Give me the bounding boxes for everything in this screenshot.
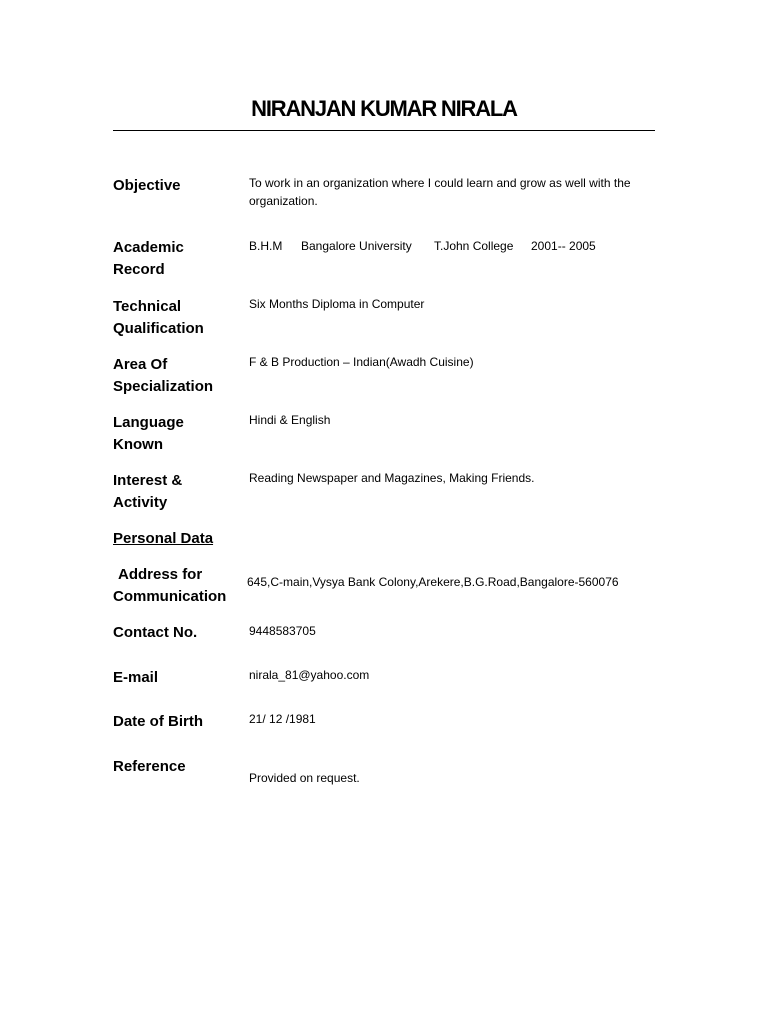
specialization-label-line1: Area Of bbox=[113, 356, 168, 373]
address-label-line2: Communication bbox=[113, 588, 227, 605]
contact-text: 9448583705 bbox=[249, 624, 316, 638]
specialization-label bbox=[113, 354, 243, 398]
address-label bbox=[113, 564, 253, 608]
objective-label: Objective bbox=[113, 177, 181, 194]
address-label-line1: Address for bbox=[118, 566, 203, 583]
reference-label: Reference bbox=[113, 758, 186, 775]
academic-college: T.John College bbox=[434, 239, 514, 253]
technical-label-line1: Technical bbox=[113, 298, 182, 315]
email-label: E-mail bbox=[113, 669, 159, 686]
reference-text: Provided on request. bbox=[249, 771, 360, 785]
interest-label-line2: Activity bbox=[113, 494, 168, 511]
language-text: Hindi & English bbox=[249, 413, 331, 427]
personal-data-heading bbox=[113, 528, 243, 550]
technical-label-line2: Qualification bbox=[113, 320, 204, 337]
academic-label-line1: Academic bbox=[113, 239, 184, 256]
specialization-label-line2: Specialization bbox=[113, 378, 214, 395]
technical-text: Six Months Diploma in Computer bbox=[249, 297, 425, 311]
dob-label: Date of Birth bbox=[113, 713, 203, 730]
address-text: 645,C-main,Vysya Bank Colony,Arekere,B.G.Road,Bangalore-560076 bbox=[247, 575, 619, 589]
resume-name: NIRANJAN KUMAR NIRALA bbox=[251, 96, 517, 121]
title-divider bbox=[113, 130, 655, 131]
academic-university: Bangalore University bbox=[301, 239, 412, 253]
interest-label-line1: Interest & bbox=[113, 472, 183, 489]
language-label bbox=[113, 412, 243, 456]
academic-record bbox=[249, 237, 659, 255]
language-label-line1: Language bbox=[113, 414, 184, 431]
technical-label bbox=[113, 296, 243, 340]
email-text: nirala_81@yahoo.com bbox=[249, 668, 370, 682]
academic-years: 2001-- 2005 bbox=[531, 239, 596, 253]
academic-label-line2: Record bbox=[113, 261, 165, 278]
language-label-line2: Known bbox=[113, 436, 163, 453]
dob-text: 21/ 12 /1981 bbox=[249, 712, 316, 726]
personal-data-heading-text: Personal Data bbox=[113, 530, 214, 547]
contact-label: Contact No. bbox=[113, 624, 198, 641]
specialization-text: F & B Production – Indian(Awadh Cuisine) bbox=[249, 355, 474, 369]
interest-text: Reading Newspaper and Magazines, Making Friends. bbox=[249, 471, 535, 485]
academic-degree: B.H.M bbox=[249, 239, 283, 253]
academic-label bbox=[113, 237, 243, 281]
objective-text: To work in an organization where I could learn and grow as well with the organization. bbox=[249, 176, 631, 208]
interest-label bbox=[113, 470, 243, 514]
